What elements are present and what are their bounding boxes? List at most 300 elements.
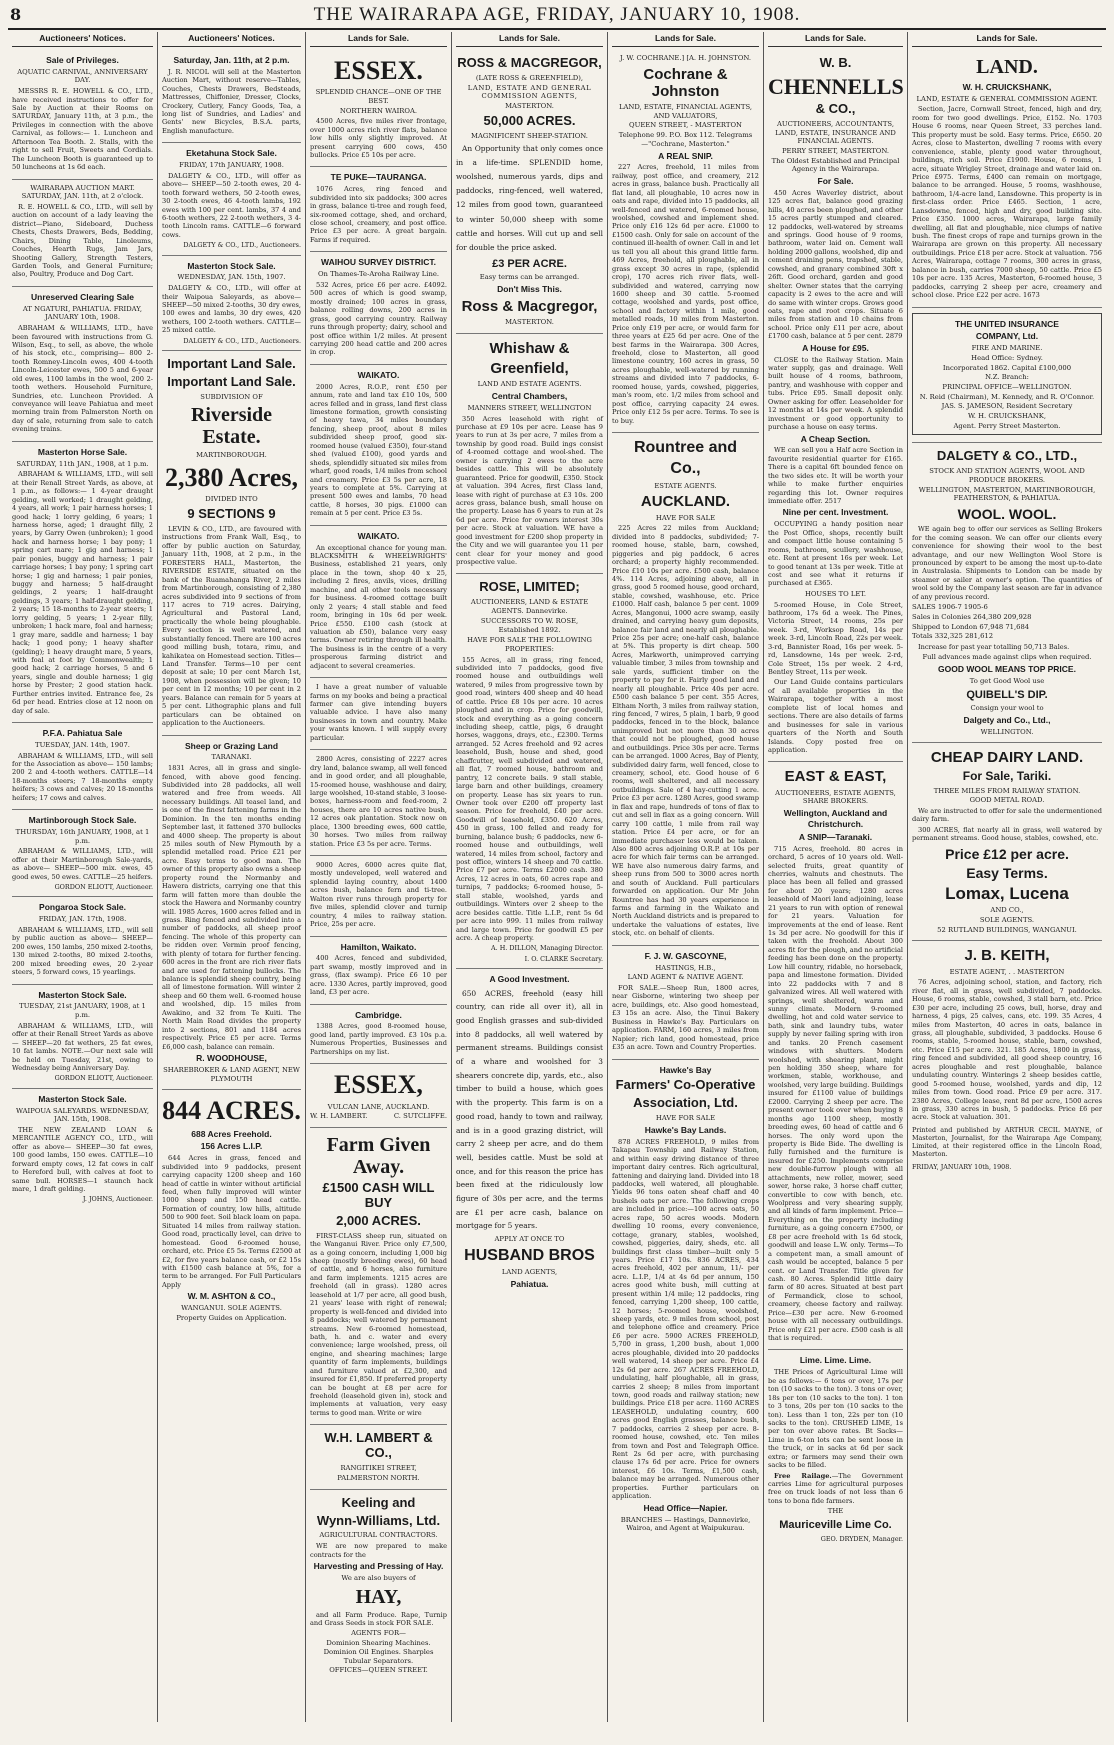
ad-notice: Don't Miss This. (497, 284, 562, 295)
classified-ad (12, 985, 153, 1089)
ad-title: ROSE, LIMITED; (479, 579, 580, 595)
ad-address: PERRY STREET, MASTERTON. (781, 146, 890, 155)
ad-body: ABRAHAM & WILLIAMS, LTD., will sell for the Association as above— 150 lambs; 200 2 and 4-tooth wethers. CATTLE—14 18-months steers; 7 18-months empty heifers; 3 cows and calves; 20 18-months heifers; 17 cows and calves. (12, 751, 153, 802)
ad-principal-office: PRINCIPAL OFFICE—WELLINGTON. (942, 383, 1072, 391)
ad-body: THE Prices of Agricultural Lime will be as follows:— 6 tons or over, 17s per ton (10 sacks to the ton). 3 tons or over, 18s per ton (10 sacks to the ton). 1 ton to 3 tons, 20s per ton (10 sacks to the ton). Less than 1 ton, 22s per ton (10 sacks to the ton). CRUSHED LIME, 1s per ton over above rates. Bt Sacks—Lime in 6-ton lots can be sent loose in the truck, or in sacks at 6d per sack extra; or farmers may send their own sacks to be filled. (768, 1368, 903, 1470)
ad-body: An exceptional chance for young man. BLACKSMITH & WHEELWRIGHTS' Business, established 21 years, only place in the town, shop 40 x 25, including 2 fires, anvils, vices, drilling machine, and all other tools necessary for business. 4-roomed cottage built only 2 years; 4 stall stable and feed room, bringing in 10s 6d per week. Price £550. £100 cash (stock at valuation ab £50), balance very easy terms. Owner retiring through ill health. The business is in the centre of a very prosperous farming district and adjacent to several creameries. (310, 543, 447, 670)
ad-instructions: We are instructed to offer for sale the undermentioned dairy farm. (912, 806, 1102, 824)
ad-address: HASTINGS, H.B., (655, 963, 716, 972)
ad-sections: 9 SECTIONS 9 (187, 506, 276, 522)
ad-guide: Our Land Guide contains particulars of all available properties in the Wairarapa, together with a most complete list of local homes and sections. There are also details of farms and businesses for sale in various quarters of the North and South Islands. Copy posted free on application. (768, 678, 903, 754)
ad-signature: DALGETY & CO., LTD., Auctioneers. (183, 336, 301, 345)
ad-partners: J. W. COCHRANE.] [A. H. JOHNSTON. (619, 53, 752, 62)
ad-increase: Increase for past year totalling 50,713 Bales. (918, 642, 1070, 651)
ad-body: 4500 Acres, five miles river frontage, over 1000 acres rich river flats, balance low hills only slightly improved. At present carrying 600 cows, 450 bullocks. Price £5 10s per acre. (310, 117, 447, 159)
ad-body: 350 Acres leasehold with right of purchase at £9 10s per acre. Lease has 9 years to run at 3s per acre, 7 miles from a township by good road. Build ings consist of 4-roomed cottage and wool-shed. The owner is carrying 2 ewes to the acre besides cattle. This will be absolutely guaranteed. Price for goodwill, £350. Stock at valuation. 394 Acres, first Class land, lease with right of purchase at £3 10s. 200 acres grass, balance bush, small house on the property. Lease has 6 years to run at 2s 6d per acre. Price for owners interest 30s per acre. Stock at valuation. WE have a good investment for £200 shop property in the City and we will guarantee you 11 per cent clear for your money and good prospective value. (456, 414, 603, 567)
ad-role: ESTATE AGENT, . . MASTERTON (949, 967, 1065, 976)
ad-subtitle: Hawke's Bay Lands. (644, 1124, 727, 1135)
classified-ad (310, 1425, 447, 1489)
ad-partner-left: W. H. LAMBERT. (310, 1112, 368, 1121)
ad-body: 1388 Acres, good 8-roomed house, good land, partly improved. £3 10s p.a. Numerous Properties, Businesses and Partnerships on my list. (310, 1022, 447, 1056)
ad-name: W. H. CRUICKSHANK, (962, 81, 1052, 92)
ad-and: AND CO., (990, 906, 1024, 915)
ad-address: QUEEN STREET, - MASTERTON (629, 121, 742, 130)
ad-body: LEVIN & CO., LTD., are favoured with instructions from Frank Wall, Esq., to offer by public auction on Saturday, January 11th, 1908, at 2 p.m., in the FORESTERS HALL, Masterton, the RIVERSIDE ESTATE, situated on the bank of the Ruamahanga River, 2 miles from Martinborough, consisting of 2,380 acres subdivided into 9 sections of from 117 acres to 719 acres. Dairying, Agricultural and Pastoral Land, practically the whole being ploughable. Every section is well watered, and substantially fenced. There are 100 acres good milling bush, totara, rimu, and kahikatea on Homestead section. Titles—Land Transfer. Terms—10 per cent deposit at sale; 10 per cent March 1st, 1908, when possession will be given; 10 per cent in 12 months; 10 per cent in 2 years. Balance can remain for 5 years at 5 per cent. Lithographic plans and full particulars can be obtained on application to the Auctioneers. (162, 525, 301, 728)
ad-harvest: Harvesting and Pressing of Hay. (313, 1561, 444, 1572)
ad-town: MARTINBOROUGH. (196, 451, 267, 460)
ad-consign: Consign your wool to (970, 704, 1044, 713)
classified-ad (12, 810, 153, 897)
ad-town: PALMERSTON NORTH. (337, 1473, 420, 1482)
ad-subtitle: On Thames-Te-Aroha Railway Line. (317, 270, 440, 279)
classified-ad (162, 143, 301, 255)
ad-role: AUCTIONEERS, ESTATE AGENTS, SHARE BROKERS. (775, 788, 896, 806)
ad-subtitle: AQUATIC CARNIVAL, ANNIVERSARY DAY. (17, 67, 148, 85)
classified-ad (310, 50, 447, 168)
ad-line-2: 156 Acres L.I.P. (200, 1141, 263, 1152)
ad-cheap-body: WE can sell you a Half acre Section in favourite residential quarter for £165. There is a capital 6ft bounded fence on the two sides etc. It will be worth your while to make further enquiries regarding this lot. Owner requires immediate offer. 2517 (768, 446, 903, 506)
ad-signature: Lomax, Lucena (945, 883, 1069, 903)
column-header: Auctioneers' Notices. (12, 32, 153, 47)
column-3 (306, 32, 452, 1722)
ad-subtitle: SATURDAY, 11th JAN., 1908, at 1 p.m. (16, 459, 149, 468)
ad-title-2: Co., (670, 460, 701, 478)
ad-address: 52 RUTLAND BUILDINGS, WANGANUI. (937, 925, 1077, 934)
ad-signature: GORDON ELIOTT, Auctioneer. (54, 883, 153, 892)
ad-agents: AGENTS FOR— (351, 1629, 406, 1638)
classified-ad (310, 750, 447, 856)
ad-title: THE UNITED INSURANCE (955, 318, 1059, 329)
keith-ad (912, 941, 1102, 1175)
ad-acres: 844 ACRES. (162, 1096, 301, 1126)
rountree-ad (612, 433, 759, 946)
ad-headline: WAIKATO. (357, 369, 400, 380)
ad-body: 878 ACRES FREEHOLD, 9 miles from Takapau Township and Railway Station, and within easy driving distance of three important dairy centres. Rich agricultural, fattening and dairying land. Divided into 18 paddocks, well watered, all ploughable. Yields 96 tons oaten sheaf chaff and 40 bushels oats per acre. The following crops are included in price:—100 acres oats, 50 acres rape, 50 acres woods. Modern dwelling 10 rooms, every convenience, cottage, granary, stables, woolshed, cowshed, piggeries, dairy, sheds, etc. all buildings first class timber—built only 5 years. Price £17 10s. 836 ACRES, 434 acres freehold, 402 per annum, 11/- per acre. L.I.P., 1/4 at 4s 6d per annum, 150 acres good white bush, mill cutting at present within 1/4 mile; 12 paddocks, ring fenced, carrying 1,200 sheep, 100 cattle, 12 horses; 5-roomed house, woolshed, sheep yards, etc. 9 miles from school, post and telephone office and creamery. Price £6 per acre. 5900 ACRES FREEHOLD, 5,700 in grass, 1,200 bush, about 1,000 acres ploughable, divided into 20 paddocks well watered, 14 sheep per acre. Price £4 12s 6d per acre. 267 ACRES FREEHOLD, undulating, half ploughable, all in grass, carries 2 sheep; 8 miles from important town, good roads and railway station; new buildings. Price £18 per acre. 1160 ACRES LEASEHOLD, undulating country, 600 acres good English grasses, balance bush, 7 paddocks, carries 2 sheep per acre. 8-roomed house, cowshed, etc. Ten miles from town and Post and Telegraph Office. Rent 2s 6d per acre, with purchasing clause 17s 6d per acre. Price for owners interest, £6 10s. Terms, £1,500 cash, balance may be arranged. Numerous other properties. Further particulars on application. (612, 1137, 759, 1501)
dalgety-wool-ad (912, 443, 1102, 743)
ad-railage-title: Free Railage. (774, 1471, 832, 1480)
ad-body: ABRAHAM & WILLIAMS, LTD., will offer at their Martinborough Sale-yards, as above— SHEEP—500 mix. ewes, 45 good ewes, 50 ewes. CATTLE—25 heifers. (12, 847, 153, 881)
classified-ad (12, 287, 153, 442)
ad-role: AGRICULTURAL CONTRACTORS. (319, 1531, 438, 1540)
classified-ad (12, 50, 153, 180)
ad-title: Rountree and (633, 438, 738, 456)
ad-body: J. R. NICOL will sell at the Masterton Auction Mart, without reserve—Tables, Couches, Chests Drawers, Bedsteads, Mattresses, Chiffonier, Dresser, Clocks, Crockery, Cutlery, Fancy Goods, Tea, a long list of Sundries, and Ladies' and Gents' new Bicycles, B.S.A. parts, English manufacture. (162, 67, 301, 135)
classified-ad (162, 256, 301, 351)
imprint-date: FRIDAY, JANUARY 10th, 1908. (912, 1162, 1012, 1171)
ad-role: LAND, ESTATE, FINANCIAL AGENTS, AND VALUATORS, (618, 103, 753, 120)
ad-title: Farm Given Away. (326, 1133, 431, 1178)
ad-good-wool: GOOD WOOL MEANS TOP PRICE. (938, 664, 1076, 675)
ad-board: N. Reid (Chairman), M. Kennedy, and R. O'Connor. (919, 392, 1095, 401)
ad-subtitle: FRIDAY, 17th JANUARY, 1908. (179, 161, 284, 170)
ad-title: Whishaw & (489, 339, 570, 357)
sales-table-head: SALES 1906-7 1905-6 (912, 603, 988, 612)
good-investment-ad (456, 969, 603, 1297)
ad-railage-body: —The Government carries Lime for agricultural purposes free on truck loads of not less than 6 tons to bona fide farmers. (768, 1471, 903, 1505)
ad-subtitle: For Sale, Tariki. (962, 768, 1052, 783)
ad-cheap-title: A Cheap Section. (800, 433, 871, 444)
ad-title: Cochrane & Johnston (643, 65, 728, 100)
ad-body: R. E. HOWELL & CO., LTD., will sell by auction on account of a lady leaving the district—Piano, Sideboard, Duchess Chests, Chests Drawers, Beds, Bedding, Chairs, Dining Table, Linoleums, Couches, Hearth Rugs, Jam Jars, Shooting Gallery, Strength Testers, Garden Tools, and General Furniture; also, Poultry, Produce and Dog Cart. (12, 202, 153, 279)
ad-railage (768, 1472, 903, 1506)
ad-headline: Saturday, Jan. 11th, at 2 p.m. (173, 54, 290, 65)
ad-body: THE NEW ZEALAND LOAN & MERCANTILE AGENCY CO., LTD., will offer as above— SHEEP—30 fat ewes, 100 good lambs, 150 ewes. CATTLE—10 forward empty cows, 12 fat cows in calf to Hereford bull, with calves at foot to same bull. HORSES—1 staunch hack mare, 1 draft gelding. (12, 1125, 153, 1193)
ad-title: Farmers' Co-Operative (615, 1077, 756, 1093)
ad-title: A Good Investment. (489, 973, 570, 984)
ad-oldest: The Oldest Established and Principal Agency in the Wairarapa. (771, 156, 900, 174)
ad-head-office: Head Office—Napier. (643, 1502, 728, 1513)
ad-successors: SUCCESSORS TO W. ROSE, (480, 616, 579, 625)
column-header: Lands for Sale. (612, 32, 759, 47)
ad-headline: A REAL SNIP. (658, 150, 713, 161)
ad-body: ABRAHAM & WILLIAMS, LTD., will sell at their Renall Street Yards, as above, at 1 p.m., as follows:— 1 4-year draught gelding, well worked; 1 draught gelding, 4 years, all work; 1 pair harness horses; 1 good hack; 1 lorry gelding, 6 years; 1 harness horse, aged; 1 draught filly, 2 years, by Garry Owen (unbroken); 1 good hack and harness horse; 1 bay pony; 1 spring cart mare; 1 gig and harness; 1 pair ponies, buggy and harness; 1 pair carriage horses; 1 bay pony; 1 spring cart horse; 1 gig and harness; 1 pair ponies, buggy and harness; 5 half-draught geldings, 2 years; 1 half-draught geldings, 3 years; 1 half-draught gelding, 2 years; 15 18-months to 2-year steers; 1 lorry gelding, 5 years; 1 2-year filly, unbroken; 1 hack mare, foal and harness; 1 gray mare, saddle and harness; 1 bay hack; 1 good pony; 1 heavy shafter (gelding); 1 heavy draught mare, 5 years, with foal at foot by Commonwealth; 1 good hack; 2 carriage horses, 5 and 6 years, single and double harness; 1 gig horse by Prester; 2 good station hack. Further entries invited. Entrance fee, 2s 6d per head. Entries close at 12 noon on day of sale. (12, 470, 153, 715)
ad-buy: We are also buyers of (341, 1573, 416, 1582)
ad-body: An Opportunity that only comes once in a life-time. SPLENDID home, woolshed, numerous yards, dips and paddocks, ring-fenced, well watered, 12 miles from good town, guaranteed to winter 50,000 sheep with some cattle and horses. Will cut up and sell for double the price asked. (456, 144, 603, 252)
gascoyne-ad (612, 946, 759, 1060)
ad-have: HAVE FOR SALE THE FOLLOWING PROPERTIES: (467, 636, 592, 653)
ad-subtitle: SPLENDID CHANCE—ONE OF THE BEST. (315, 88, 442, 105)
ad-title-3: & CO., (815, 100, 856, 116)
ad-body: 1076 Acres, ring fenced and subdivided into six paddocks; 300 acres in grass, balance ti-tree and rough feed, six-roomed cottage, shed, and orchard, close school, creamery, and post office. Price £3 per acre. A great bargain. Farms if required. (310, 185, 447, 244)
ad-headline: Eketahuna Stock Sale. (186, 148, 277, 159)
ad-nz-branch: N.Z. Branch: (985, 373, 1029, 382)
classified-ad (310, 167, 447, 252)
sales-table-row: Shipped to London 67,948 71,684 (912, 622, 1030, 631)
ad-title: DALGETY & CO., LTD., (936, 448, 1078, 464)
ad-name-2: Wynn-Williams, Ltd. (316, 1512, 441, 1528)
ad-body: MESSRS R. E. HOWELL & CO., LTD., have received instructions to offer for Sale by Auction at their Rooms on SATURDAY, January 11th, at 3 p.m., the Privileges in connection with the above Carnival, as follows:— 1. Luncheon and Afternoon Tea Booth. 2. Stalls, with the right to sell Fruit, Sweets and Cordials. The Luncheon Booth is guaranteed up to 50 luncheons at 1s 6d each. (12, 87, 153, 172)
ad-headline: P.F.A. Pahiatua Sale (42, 728, 123, 738)
ad-role: AUCTIONEERS, ACCOUNTANTS, LAND, ESTATE, INSURANCE AND FINANCIAL AGENTS. (775, 119, 896, 146)
ad-body: 1831 Acres, all in grass and single-fenced, with above good fencing. Subdivided into 28 paddocks, all well watered and free from weeds. All necessary buildings. All teasel land, and is one of the finest fattening farms in the Dominion. In the ten months ending September last, it fattened 370 bullocks and 4000 sheep. The property is about 25 miles south of New Plymouth by a splendid metalled road. Price £21 per acre. Easy terms to good man. The owner of this property also owns a sheep property round the Normanby and Hawera districts, carrying one that this farm will fatten more than double the stock the Hawera and Normanby country will. 1985 Acres, 1600 acres felled and in grass. Ring fenced and subdivided into a number of paddocks, all sheep proof fencing. The whole of this property can be ridden over. Vermin proof fencing, with plenty of totara for further fencing. 600 acres in the front are rich river flats and are used for fattening bullocks. The balance is splendid sheep country, being all of limestone formation. Will winter 2 sheep and 60 them well. 6-roomed house and woolshed, dip. 15 miles from Awakino, and 32 from Te Kuiti. The North Main Road divides the property into 2 sections, 801 and 1184 acres respectively. Price £5 per acre. Terms £6,000 cash, balance can remain. (162, 764, 301, 1051)
ad-headline: Masterton Stock Sale. (38, 1093, 127, 1104)
ad-role: SOLE AGENTS. (979, 916, 1035, 925)
ad-body: 9000 Acres, 6000 acres quite flat, mostly undeveloped, well watered and splendid laying country, about 1400 acres bush, balance fern and ti-tree. Walton river runs through property for five miles, splendid clover and turnip country, 4 miles to railway station. Price, 25s per acre. (310, 861, 447, 929)
ad-headline: Masterton Stock Sale. (187, 260, 276, 271)
ad-title: CHEAP DAIRY LAND. (930, 749, 1084, 767)
ad-headline: Hamilton, Waikato. (340, 941, 417, 952)
ad-acres: 2,380 Acres, (164, 463, 299, 493)
ad-title-2: Greenfield, (490, 360, 569, 378)
column-2 (158, 32, 306, 1722)
ad-nine-title: Nine per cent. Investment. (782, 507, 889, 518)
ad-more: and all Farm Produce. Rape, Turnip and Grass Seeds in stock FOR SALE. (310, 1610, 447, 1628)
classified-ad (12, 1089, 153, 1209)
ad-body: 155 Acres, all in grass, ring fenced, subdivided into 7 paddocks, good five roomed house and outbuildings well watered, 9 miles from progressive town by good road, winters 400 sheep and 40 head of cattle. Price £8 10s per acre. 10 acres ploughed and in crop. Price for goodwill, stock and everything as a going concern including sheep, cattle, pigs, 6 draught horses, waggons, drays, etc., £2300. Terms arranged. 52 Acres freehold and 92 acres leasehold, Bush, house and shed, good chaffcutter, well subdivided and watered, all flat, 7 roomed house, bathroom and pantry, 12 concrete bails. 9 stall stable, large barn and other buildings, creamery on property. Lease has six years to run. Owner took over £200 off property last season. Price for freehold, £40 per acre. Goodwill of leasehold, £350. 620 Acres, 450 in grass, 100 felled and ready for burning, balance bush; 6 paddocks, new 6-roomed house and outbuildings, well watered, 14 miles from school, factory and post office, winters 14 sheep and 70 cattle. Price £7 per acre. Terms £2000 cash. 380 Acres, 12 acres in oats, 60 acres rape and turnips, 7 paddocks; 6-roomed house, 5-stall stable, woolshed, yards and outbuildings. Winters over 2 sheep to the acre besides cattle. Title L.I.P., rent 5s 6d per acre into 999. 11 miles from railway and large town. Price for goodwill £5 per acre. A cheap property. (456, 655, 603, 942)
ad-branches: BRANCHES — Hastings, Dannevirke, Wairoa, and Agent at Waipukurau. (620, 1515, 751, 1533)
ad-address: RANGITIKEI STREET, (340, 1464, 417, 1473)
east-east-ad (768, 762, 903, 1350)
ad-road: GOOD METAL ROAD. (969, 796, 1045, 805)
ad-role: FIRE AND MARINE. (971, 344, 1043, 353)
ad-role: LAND, ESTATE & GENERAL COMMISSION AGENT. (916, 94, 1098, 103)
ad-subtitle: WAIRARAPA AUCTION MART. SATURDAY, JAN. 11th, at 2 o'clock. (21, 183, 144, 201)
cruickshank-ad (912, 50, 1102, 308)
ad-subtitle: FRIDAY, JAN. 17th, 1908. (38, 915, 127, 924)
whishaw-greenfield-ad (456, 334, 603, 575)
ad-agent: W. H. CRUICKSHANK, (967, 412, 1047, 421)
ad-subtitle: AT NGATURI, PAHIATUA. FRIDAY, JANUARY 10th, 1908. (22, 304, 143, 322)
ad-body: 2000 Acres, R.O.P., rent £50 per annum, rate and land tax £10 10s, 500 acres felled and in grass, land first class limestone formation, growth consisting of heavy tawa, 34 miles boundary fencing, sheep proof, about 8 miles subdivided sheep proof, good six-roomed house (valued £350), four-stand shed (valued £100), good yards and sheds, splendidly situated six miles from wharf, good roads, 1/4 miles from school and creamery. Price £3 5s per acre, 18 years to complete at 5%. Carrying at present 500 ewes and lambs, 70 head cattle, 8 horses, 30 pigs. £1000 can remain at 5 per cent. Price £3 5s. (310, 382, 447, 518)
classified-ad (310, 1064, 447, 1128)
ad-tagline: MAGNIFICENT SHEEP-STATION. (471, 131, 588, 140)
ad-headline: TE PUKE—TAURANGA. (330, 172, 427, 183)
classified-ad (310, 526, 447, 678)
ad-terms: Easy terms can be arranged. (479, 273, 580, 282)
ad-headline: WAIKATO. (357, 530, 400, 541)
ad-houses-body: 5-roomed House, in Cole Street, bathroom, 17s 6d a week. The Pines, Victoria Street, 14 rooms, 25s per week. 3-rd, Worksop Road, 14s per week. 3-rd, Lincoln Road, 22s per week. 3-rd, Bannister Road, 16s per week. 5-rd, Lansdowne, 14s per week. 2-rd, Cole Street, 15s per week. 2 4-rd, Bentley Street, 11s per week. (768, 600, 903, 677)
classified-ad (310, 1490, 447, 1681)
ad-towns: WELLINGTON, MASTERTON, MARTINBOROUGH, FEATHERSTON, & PAHIATUA. (918, 485, 1096, 503)
ad-town: MASTERTON. (505, 101, 554, 110)
ad-headline: Cambridge. (355, 1009, 402, 1020)
sales-table-total: Totals 332,325 281,612 (912, 632, 994, 641)
united-insurance-ad (912, 308, 1102, 444)
page-number: 8 (10, 5, 22, 24)
ad-incorporated: Incorporated 1862. Capital £100,000 (942, 363, 1072, 372)
ad-estate-name: Riverside Estate. (190, 404, 273, 449)
ad-role: LAND AGENTS, (501, 1268, 558, 1277)
ad-title: ESSEX, (334, 1070, 423, 1100)
ad-body: WE again beg to offer our services as Selling Brokers for the coming season. We can offer our clients every convenience for showing their wool to the best advantage, and our new Wellington Wool Store is pronounced by expert to be among the most up-to-date in Australasia. Shipments to London can be made by steamer or sailer at owner's option. The quantities of wool sold by the Company last season are far in advance of any previous record. (912, 525, 1102, 601)
column-3-ads (310, 50, 447, 1681)
ad-apply: APPLY AT ONCE TO (494, 1235, 565, 1244)
ad-the: THE (827, 1507, 844, 1516)
ad-acres: 50,000 ACRES. (483, 112, 576, 128)
column-1 (8, 32, 158, 1722)
masthead (8, 4, 1106, 30)
ad-subtitle: THURSDAY, 16th JANUARY, 1908, at 1 p.m. (15, 828, 150, 845)
ad-get: To get Good Wool use (969, 676, 1045, 685)
ad-subtitle: WAIPOUA SALEYARDS. WEDNESDAY, JAN. 15th, 1908. (16, 1106, 149, 1124)
column-header: Lands for Sale. (456, 32, 603, 47)
ad-body: 650 ACRES, freehold (easy hill country, can ride all over it), all in good English grasses and sub-divided into 8 paddocks, all well watered by permanent streams. Buildings consist of a whare and woolshed for 3 shearers concrete dip, yards, etc., also timber to build a house, which goes with the property. This farm is on a good road, handy to town and railway, and is in a good grazing district, will carry 2 sheep per acre, and do them well, besides cattle. Must be sold at once, and for this reason the price has been fixed at the ridiculously low figure of 30s per acre, and the terms are £1 per acre cash, balance on mortgage for 5 years. (456, 988, 603, 1231)
imprint: Printed and published by ARTHUR CECIL MAYNE, of Masterton, Journalist, for the Wairarapa Age Company, Limited, at their registered office in the Lincoln Road, Masterton. (912, 1125, 1102, 1159)
column-2-ads (162, 50, 301, 1329)
ad-terms: Easy Terms. (966, 864, 1048, 881)
ad-advances: Full advances made against clips when required. (922, 653, 1092, 662)
ad-title: F. J. W. GASCOYNE, (644, 950, 727, 961)
ad-name: W.H. LAMBERT & CO., (324, 1430, 433, 1461)
classified-ad (310, 678, 447, 750)
ad-hay: HAY, (355, 1585, 402, 1608)
ad-headline: Sheep or Grazing Land (184, 740, 279, 751)
ad-address: Central Chambers, (491, 391, 568, 402)
ad-secretary: JAS. S. JAMESON, Resident Secretary (941, 402, 1073, 411)
ad-established: Established 1892. (498, 626, 561, 635)
ad-headline: Unreserved Clearing Sale (31, 291, 134, 302)
ad-telephone: Telephone 99. P.O. Box 112. Telegrams—"Cochrane, Masterton." (618, 131, 753, 148)
ad-title: ESSEX. (334, 55, 423, 85)
classified-ad (310, 937, 447, 1005)
ad-role: LAND AGENT & NATIVE AGENT. (627, 973, 744, 982)
ad-signature-2: SHAREBROKER & LAND AGENT, NEW PLYMOUTH (163, 1065, 300, 1083)
column-header: Lands for Sale. (310, 32, 447, 47)
column-5 (608, 32, 764, 1722)
ad-body: ABRAHAM & WILLIAMS, LTD., will sell by public auction as above— SHEEP—200 ewes, 150 lambs, 250 mixed 2-tooths, 130 mixed 2-tooths, 80 mixed 2-tooths, 200 mixed breeding ewes, 20 2-year steers, 5 forward cows, 15 yearlings. (12, 925, 153, 977)
classified-ad (310, 1128, 447, 1425)
ad-body: 300 ACRES, flat nearly all in grass, well watered by permanent streams. Good house, stables, cowshed, etc. (912, 825, 1102, 843)
ad-line: 688 Acres Freehold. (191, 1128, 272, 1139)
ad-partners (310, 1112, 447, 1121)
ad-body: Section, Jacre, Cornwall Street, fenced, high and dry, room for two good dwellings. Price, £152. No. 1703 House 6 rooms, near Queen Street, 33 perches land. This property must be sold. Easy terms. Price, £650. 20 Acres, close to Masterton, dwelling 7 rooms with every convenience, stable, plenty good water throughout, buildings, rich soil. Price £1900. House, 6 rooms, 1 acre, situate Wrigley Street, drainage and water laid on. Price £975. Terms, £400 can remain on mortgage, balance to be arranged. House, 5 rooms, washhouse, bathroom, 1/4-acre land, Lansdowne. This property is in first-class order. Price £465. Section, 1 acre, Lansdowne, fenced, high and dry, good building site. Price £350. 1000 acres, Wairarapa, large family dwelling, all flat and ploughable, nice clumps of native bush. The finest crops of rape and turnips grown in the Wairarapa are grown on this property. All necessary outbuildings. Price £18 per acre. Stock at valuation. 756 Acres, Wairarapa, cottage 7 rooms, 300 acres in grass, balance in bush, carries 7000 sheep, 50 cattle. Price £5 10s per acre. 135 Acres, Masterton, 6-roomed house, 3 paddocks, carrying 2 sheep per acre, creamery and school close. Price £22 per acre. 1673 (912, 105, 1102, 300)
ad-office: OFFICES—QUEEN STREET. (329, 1666, 428, 1675)
ad-signature: W. M. ASHTON & CO., (187, 1291, 276, 1302)
ad-for-sale: For Sale. (817, 175, 854, 186)
ad-subtitle: TUESDAY, JAN. 14th, 1907. (35, 740, 130, 749)
ad-name: Keeling and (341, 1494, 416, 1510)
ad-wool: WOOL. WOOL. (957, 506, 1057, 523)
ad-body: 532 Acres, price £6 per acre. £4092. 500 acres of which is good swamp, mostly drained; 100 acres in grass, balance rolling downs, 200 acres in grass, good carrying country. Railway runs through property; dairy, school and post office within 1/2 miles. At present carrying 200 head cattle and 200 acres in crop. (310, 280, 447, 357)
ad-company: Mauriceville Lime Co. (779, 1519, 892, 1532)
ad-cash: £1500 CASH WILL BUY (322, 1179, 435, 1210)
ad-signature: A. H. DILLON, Managing Director. (491, 944, 603, 953)
ad-headline: Masterton Stock Sale. (38, 989, 127, 1000)
column-header: Lands for Sale. (768, 32, 903, 47)
ad-body: FOR SALE.—Sheep Run, 1800 acres, near Gisborne, wintering two sheep per acre, buildings, etc. Also good homestead, £3 15s an acre. Also, the Tinui Bakery Business in Hawke's Bay. Particulars on application. FARM, 160 acres, 3 miles from Napier; rich land, good homestead, price £35 an acre. Town and Country Properties. (612, 984, 759, 1052)
ad-price: Price £12 per acre. (945, 845, 1069, 862)
rose-limited-ad (456, 574, 603, 968)
ad-body: ABRAHAM & WILLIAMS, LTD., will offer at their Renall Street Yards as above— SHEEP—20 fat wethers, 25 fat ewes, 10 fat lambs. NOTE.—Our next sale will be held on Tuesday, 21st, owing to Wednesday being Anniversary Day. (12, 1021, 153, 1072)
ad-headline: Important Land Sale. (167, 373, 296, 389)
ad-title: LAND. (976, 55, 1038, 78)
ad-body: 644 Acres in grass, fenced and subdivided into 9 paddocks, present carrying capacity 1200 sheep and 160 head of cattle in winter without artificial feed, when fully improved will winter 1000 sheep and 150 head cattle. Formation of country, low hills, altitude 500 to 900 feet. Soil black loam on papa. Situated 14 miles from railway station. Good road, practically level, can drive to homestead. Good 6-roomed house, orchard, etc. Price £5 5s. Terms £2500 at £2, for five years balance cash, or £2 15s with £1500 cash balance at 5%, for a term to be arranged. For Full Particulars Apply (162, 1154, 301, 1289)
ad-snip: A SNIP—Taranaki. (798, 831, 873, 842)
ross-macgregor-ad (456, 50, 603, 334)
ad-signature: DALGETY & CO., LTD., Auctioneers. (183, 241, 301, 250)
ad-body: 715 Acres, freehold. 80 acres in orchard, 5 acres of 10 years old. Well-selected fruits, great quantity of cherries, walnuts and chestnuts. The place has been all felled and grassed for about 20 years; 1280 acres leasehold of Maori land adjoining, lease 21 years to run with option of renewal for 21 years. Valuation for improvements at the end of lease. Rent 1s 3d per acre. No goodwill for this if taken with the freehold. About 300 acres fit for the plough, and no artificial feeding has been done on the property. Low hill country, ridable, no horseback, papa and limestone formation. Divided into 22 paddocks with 7 and 8 galvanized wires. All well watered with springs, well sheltered, warm and sunny climate. Modern 9-roomed dwelling, hot and cold water service to bath, sink and laundry tubs, water supply by never failing spring with iron and tanks. 20 French casement windows with shutters. Modern woolshed, with shearing plant, might pen holding 350 sheep, whare for workmen, stable, workhouse, and woolshed, very large building. Buildings insured for £1100 value of buildings £2000. Carrying 2 sheep per acre. The present owner took over when buying 8 months ago 1100 sheep, mostly breeding ewes, 60 head of cattle and 6 horses. The only word upon the property is Bide Bide. The dwelling is fully furnished and the furniture is insured for £250. Implements comprise new double-furrow plough with all attachments, new roller, mower, seed sower, horse rake, 3 horse chaff cutter, convertible to cow with bench, etc. Woolpress and very shearing supply, and all kinds of farm implement. Price—Everything on the property including furniture, as a going concern £7500, or £8 per acre freehold with 1s 6d stock, goodwill and lease L.W. only. Terms—To a competent man, a small amount of cash would be accepted, balance 5 per cent. or Land Transfer. Title given for cash. 80 Acres. Splendid little dairy farm of 80 acres. Situated at best part of Fermandick, close to school, creamery, cheese factory and railway. Price—£30 per acre. New 6-roomed house with all necessary outbuildings. Price only £21 per acre. £500 cash is all that is required. (768, 844, 903, 1343)
ad-acres: 2,000 ACRES. (336, 1212, 421, 1228)
ad-head-office: Head Office: Sydney. (971, 353, 1043, 362)
column-4 (452, 32, 608, 1722)
ad-title-2: COMPANY, Ltd. (975, 331, 1039, 342)
lime-ad (768, 1350, 903, 1547)
ad-subtitle: TUESDAY, 21st JANUARY, 1908, at 1 p.m. (19, 1002, 146, 1020)
ad-agent-address: Agent. Perry Street Masterton. (953, 421, 1061, 430)
classified-ad (310, 252, 447, 365)
column-7 (908, 32, 1106, 1722)
ad-role: ESTATE AGENTS. (654, 481, 717, 490)
column-6 (764, 32, 908, 1722)
classified-ad (12, 180, 153, 287)
chennells-ad (768, 50, 903, 763)
ad-signature-town: MASTERTON. (505, 318, 554, 327)
ad-have: HAVE FOR SALE (655, 1114, 716, 1123)
ad-headline: Masterton Horse Sale. (37, 446, 128, 457)
ad-have: HAVE FOR SALE (655, 513, 716, 522)
classified-ad (162, 351, 301, 736)
ad-role: LAND, ESTATE AND GENERAL COMMISSION AGENTS, (467, 83, 592, 101)
ad-street: MANNERS STREET, WELLINGTON (467, 403, 592, 412)
column-header: Auctioneers' Notices. (162, 32, 301, 47)
ad-towns: Wellington, Auckland and Christchurch. (783, 808, 888, 829)
ad-partner-right: C. SUTCLIFFE. (393, 1112, 447, 1121)
ad-body: 227 Acres, freehold, 11 miles from railway, post office, and creamery, 212 acres in grass, balance bush. Practically all flat land, all ploughable, 10 acres now in oats and rape, divided into 15 paddocks, all well-fenced and watered, 6-roomed house, woolshed, cowshed and implement shed. Price only £16 12s 6d per acre. £1000 to £1500 cash. Only for sale on account of the continued ill-health of owner. Call in and let us tell you all about this grand little farm. 469 Acres, freehold, all ploughable, all in grass except 30 acres in rape, (splendid crop), 170 acres rich river flats, well-subdivided and watered, carrying now 1600 sheep and 30 cattle. 5-roomed cottage, woolshed and yards, post office, school and factory within 1 mile, good metalled roads, 10 miles from Masterton. Price only £19 per acre, or would farm for three years at £25 6d per acre. One of the best farms in the Wairarapa. 300 Acres, freehold, close to Masterton, all good limestone country, 160 acres in grass, 50 acres ploughable, well-watered by running streams and divided into 7 paddocks, 6-roomed house, yards, cowshed, piggeries, man's room, etc. 1/2 miles from school and post office, carrying capacity 24 ewes. Price only £12 5s per acre. Terms. To see is to buy. (612, 163, 759, 425)
ad-signature: HUSBAND BROS (464, 1246, 595, 1264)
ad-houses-title: HOUSES TO LET. (804, 589, 867, 598)
classified-ad (162, 50, 301, 143)
ad-body: I have a great number of valuable farms on my books and being a practical farmer can give intending buyers valuable advice. I have also many businesses in town and country. Make your wants known. I will supply every particular. (310, 683, 447, 742)
sales-table-row: Sales in Colonies 264,380 209,928 (912, 612, 1032, 621)
ad-subtitle-2: NORTHERN WAIROA. (339, 106, 418, 115)
ad-town: Pahiatua. (510, 1278, 549, 1289)
classified-ad (12, 723, 153, 810)
ad-note: Property Guides on Application. (176, 1313, 287, 1322)
ad-title: ROSS & MACGREGOR, (457, 54, 602, 70)
ad-signature-2: I. O. CLARKE Secretary. (524, 954, 603, 963)
ad-subtitle: TARANAKI. (211, 753, 252, 762)
ad-body: WE are now prepared to make contracts for the (310, 1542, 447, 1559)
ad-title-2: CHENNELLS (768, 73, 904, 99)
classified-ad (310, 856, 447, 937)
ad-subtitle: VULCAN LANE, AUCKLAND. (327, 1102, 430, 1111)
column-1-ads (12, 50, 153, 1209)
ad-signature: GORDON ELIOTT, Auctioneer. (54, 1074, 153, 1083)
ad-signature: J. JOHNS, Auctioneer. (82, 1195, 153, 1204)
ad-manager: GEO. DRYDEN, Manager. (820, 1534, 903, 1543)
ad-body: 450 Acres Waverley district, about 125 acres flat, balance good grazing hills, 40 acres been ploughed, and other 15 acres partly stumped and cleared. 12 paddocks, well-watered by streams and springs. Good house of 9 rooms, bathroom, water laid on. Cement wall holding 2000 gallons, woolshed, dip and cement draining pens, trapshed, stable, cowshed, and granary combined 30ft x 26ft. Good orchard, garden and good shelter. Owner states that the carrying capacity is 2 ewes to the acre and will do same with winter crops. Grows good oats, rape and root crops. Situate 6 miles from station and 10 chains from school. Price only £11 per acre, about £1700 cash, balance at 5 per cent. 2879 (768, 188, 903, 341)
ad-role: STOCK AND STATION AGENTS, WOOL AND PRODUCE BROKERS. (929, 467, 1085, 485)
ad-signature-2: WANGANUI. SOLE AGENTS. (181, 1304, 282, 1313)
ad-signature: Ross & Macgregor, (461, 297, 598, 315)
ad-body: 400 Acres, fenced and subdivided, part swamp, mostly improved and in grass, (flax swamp). Price £6 10 per acre. 1330 Acres, partly improved, good land, £3 per acre. (310, 954, 447, 997)
ad-headline: Pongaroa Stock Sale. (39, 902, 126, 913)
ad-signature: R. WOODHOUSE, (196, 1052, 267, 1063)
ad-body: 225 Acres 22 miles from Auckland; divided into 8 paddocks, subdivided; 7-roomed house, stable, barn, cowshed, piggeries and pig paddock, 6 acres orchard; a property highly recommended. Price £10 10s per acre. £500 cash, balance 4%. 114 Acres, adjoining above, all in grass, good 5 roomed house, good orchard, stable, cowshed, washhouse, etc. Price £1000. Half cash, balance 5 per cent. 1009 Acres, Mangonui, 1000 acre swamp, easily drained, and carrying heavy gum deposits, balance fair land and nearly all ploughable. Price 25s per acre; one-half cash, balance at 5%. This property is dirt cheap. 500 Acres, Markworth, unimproved carrying valuable timber, 3 miles from township and sale yards, sufficient timber on the property to pay for it. Fairly good land and nearly all ploughable. Price 40s per acre. £500 cash balance 5 per cent. 355 Acres, Eltham North, 3 miles from railway station, ring fenced, 7 wires, 5 plain, 1 barb, 9 good paddocks, fenced in to the block, balance unimproved but not more than 30 acres that could not be ploughed, good house and outbuildings. Price 30s per acre. Terms can be arranged. 1000 Acres, Bay of Plenty, subdivided dairy farm, well fenced, close to creamery, school, etc. Good house of 6 rooms, well sheltered, and all necessary outbuildings. Sale of 4 hay-cutting 1 acre. Price £3 per acre. 1280 Acres, good swamp in flax and rape, hundreds of tons of flax to cut and sell in flax as a going concern. Will carry 100 cattle, 1 mile from rail way station. Price £4 per acre, or for an immediate purchaser less would be taken. Also 800 acres adjoining O.R.P. at 10s per acre for which fair terms can be arranged. WE have also numerous dairy farms, and sheep runs from 500 to 3000 acres north and south of Auckland. Full particulars forwarded on application. Our Mr John Rountree has had 30 years experience in farms and farming in the Waikato and North Auckland districts and is prepared to undertake the valuations of estates, live stock, etc. on behalf of clients. (612, 524, 759, 938)
ad-title: EAST & EAST, (784, 768, 887, 786)
ad-headline: Important Land Sale. (167, 355, 296, 371)
classified-ad (310, 365, 447, 526)
insurance-box (912, 313, 1102, 436)
ad-headline: Martinborough Stock Sale. (28, 815, 137, 826)
ad-price: £3 PER ACRE. (492, 257, 567, 270)
ad-role: AUCTIONEERS, LAND & ESTATE AGENTS. Dannevirke. (470, 598, 589, 616)
ad-house-body: CLOSE to the Railway Station. Main water supply, gas and drainage. Well built house of 4 rooms, bathroom, pantry, and washhouse with copper and tubs. Price £95. Small deposit only. Owner asking for offer. Leaseholder for 12 months at 14s per week. A splendid investment or good opportunity to purchase a house on easy terms. (768, 355, 903, 432)
ad-divided: DIVIDED INTO (205, 495, 258, 504)
ad-distance: THREE MILES FROM RAILWAY STATION. (933, 786, 1081, 795)
column-header: Lands for Sale. (912, 32, 1102, 47)
cochrane-johnston-ad (612, 50, 759, 433)
ad-subtitle: (LATE ROSS & GREENFIELD), (475, 73, 584, 82)
hawkes-bay-ad (612, 1060, 759, 1539)
ad-role: LAND AND ESTATE AGENTS. (477, 380, 582, 389)
ad-title: J. B. KEITH, (964, 947, 1050, 965)
newspaper-title: THE WAIRARAPA AGE, FRIDAY, JANUARY 10, 1908. (313, 4, 801, 25)
ad-body: DALGETY & CO., LTD., will offer at their Waipoua Saleyards, as above— SHEEP—50 mixed 2-tooths, 30 dry ewes, 100 ewes and lambs, 30 dry ewes, 420 wethers, 100 2-tooth wethers. CATTLE—25 mixed cattle. (162, 284, 301, 335)
classified-ad (310, 1005, 447, 1065)
ad-body: 76 Acres, adjoining school, station, and factory, rich river flat, all in grass, well subdivided, 7 paddocks. House, 6 rooms, stable, cowshed, 3 stall barn, etc. Price £30 per acre, including 25 cows, bull, horse, dray and harness, 4 pigs, 25 calves, cans, etc. 199. 35 Acres, 4 miles from Masterton, 40 acres in oats, balance in grass, all ploughable, subdivided, 3 paddocks. House 6 rooms, stable, 5-roomed house, stable, barn, cowshed, etc. Price £15 per acre. 321. 185 Acres, 1800 in grass, ring fenced and subdivided, all good sheep country, 16 acres ploughable and rest ploughable, balance undulating country. Winterings 2 sheep besides cattle, good 5-roomed house, woolshed, yards and dip, 12 miles from town. Good road. Price £9 per acre. 317. 2380 Acres, College lease, rent 8d per acre, 1500 acres in grass, 330 acres in bush, 5 paddocks. Price £6 per acre. Stock at valuation. 301. (912, 978, 1102, 1122)
cheap-dairy-ad (912, 743, 1102, 941)
ad-body: ABRAHAM & WILLIAMS, LTD., have been favoured with instructions from G. Wilson, Esq., to sell, as above, the whole of his stock, etc., comprising— 800 2-tooth Romney-Lincoln ewes, 400 4-tooth Lincoln-Leicester ewes, 500 5 and 6-year old ewes, 1100 lambs in the wool, 200 2-tooth wethers. Household Furniture, Sundries, etc. Luncheon Provided. A conveyance will leave Pahiatua and meet morning train from Palmerston North on day of sale, returning from sale to catch evening trains. (12, 324, 153, 434)
ad-town: AUCKLAND. (640, 493, 731, 511)
ad-headline: WAIHOU SURVEY DISTRICT. (321, 257, 436, 268)
classified-ad (162, 1090, 301, 1328)
ad-subtitle: SUBDIVISION OF (200, 392, 263, 401)
ad-title: Lime. Lime. Lime. (799, 1355, 872, 1366)
ad-top: Hawke's Bay (659, 1064, 712, 1075)
ad-signature: Dalgety and Co., Ltd., (963, 714, 1051, 725)
ad-subtitle: WEDNESDAY, JAN. 15th, 1907. (177, 273, 286, 282)
ad-list: Dominion Shearing Machines. Dominion Oil Engines. Sharples Tubular Separators. (323, 1639, 434, 1665)
ad-headline: Sale of Privileges. (46, 54, 119, 65)
ad-signature-town: WELLINGTON. (980, 727, 1034, 736)
ad-body: 2800 Acres, consisting of 2227 acres dry land, balance swamp, all well fenced and in good order, and all ploughable, 15-roomed house, washhouse and dairy, large woolshed, 10-stand stable, 3 loose-boxes, harness-room and feed-room, 2 houses, there are 10 acres native bush, 12 acres oak plantation. Stock now on place, 1300 breeding ewes, 600 cattle, 30 horses. Two miles from railway station. Price £3 5s per acre. Terms. (310, 755, 447, 848)
classified-ad (12, 442, 153, 723)
ad-dip: QUIBELL'S DIP. (966, 688, 1048, 701)
ad-title-2: Association, Ltd. (633, 1095, 738, 1111)
columns (8, 32, 1106, 1722)
ad-title: W. B. (819, 54, 852, 70)
